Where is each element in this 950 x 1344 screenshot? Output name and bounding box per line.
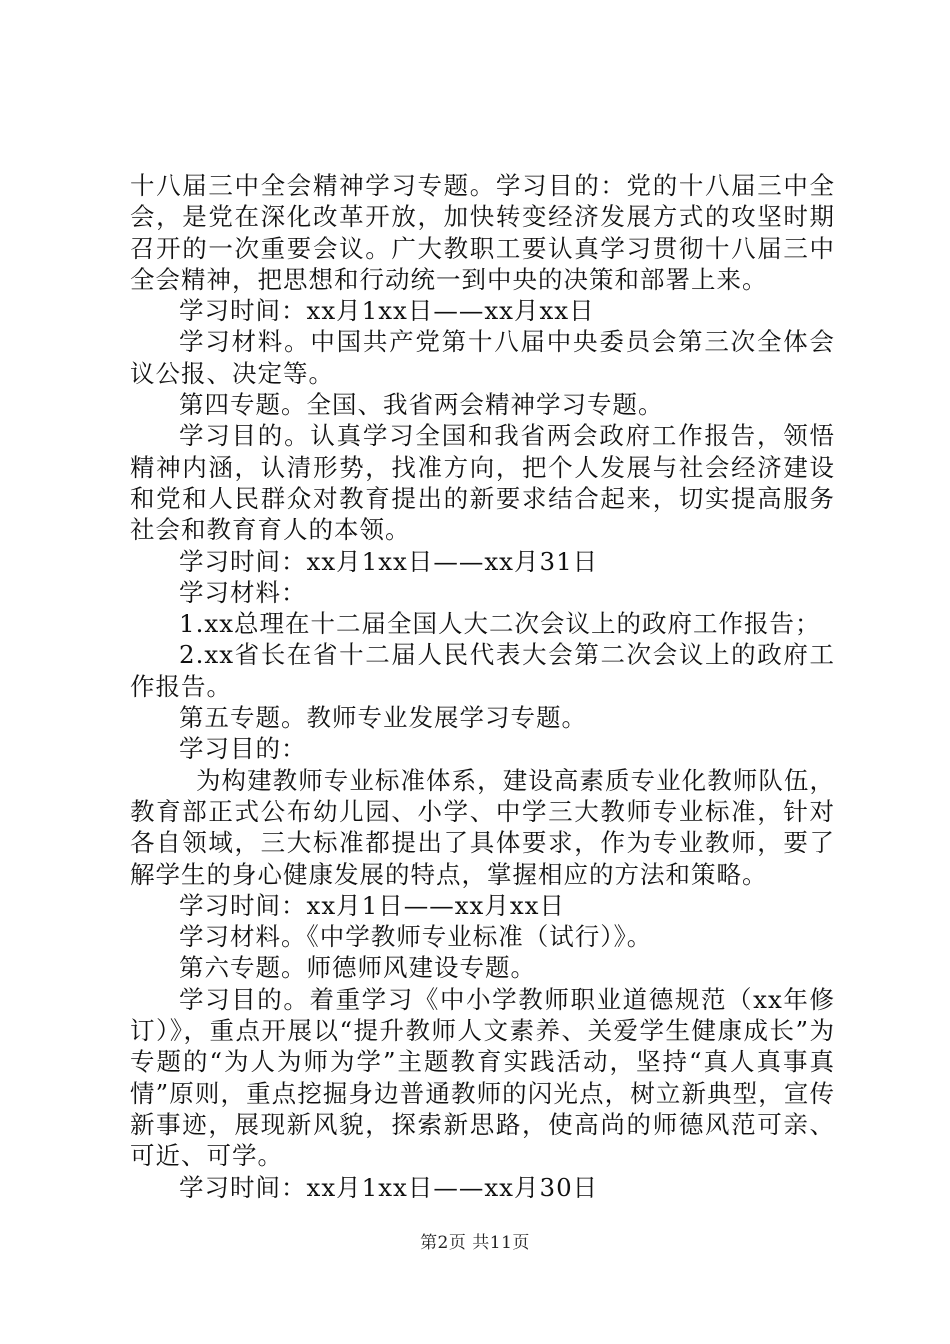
paragraph-14: 学习材料。《中学教师专业标准（试行）》。 xyxy=(179,922,653,952)
paragraph-6: 学习时间：xx月1xx日——xx月31日 xyxy=(179,546,599,576)
paragraph-8: 1.xx总理在十二届全国人大二次会议上的政府工作报告； xyxy=(179,609,821,639)
paragraph-7: 学习材料： xyxy=(179,577,307,607)
paragraph-12: 为构建教师专业标准体系，建设高素质专业化教师队伍，教育部正式公布幼儿园、小学、中学三大教师专业标准，针对各自领域，三大标准都提出了具体要求，作为专业教师，要了解学生的身心健康发展的特点，掌握相应的方法和策略。 xyxy=(130,765,835,889)
paragraph-15: 第六专题。师德师风建设专题。 xyxy=(179,953,536,983)
paragraph-5: 学习目的。认真学习全国和我省两会政府工作报告，领悟精神内涵，认清形势，找准方向，把个人发展与社会经济建设和党和人民群众对教育提出的新要求结合起来，切实提高服务社会和教育育人的本领。 xyxy=(130,421,835,545)
paragraph-11: 学习目的： xyxy=(179,734,307,764)
paragraph-3: 学习材料。中国共产党第十八届中央委员会第三次全体会议公报、决定等。 xyxy=(130,327,835,388)
paragraph-2: 学习时间：xx月1xx日——xx月xx日 xyxy=(179,296,595,326)
paragraph-1: 十八届三中全会精神学习专题。学习目的：党的十八届三中全会，是党在深化改革开放，加快转变经济发展方式的攻坚时期召开的一次重要会议。广大教职工要认真学习贯彻十八届三中全会精神，把思想和行动统一到中央的决策和部署上来。 xyxy=(130,171,835,294)
page-footer xyxy=(0,1228,950,1253)
paragraph-13: 学习时间：xx月1日——xx月xx日 xyxy=(179,890,565,920)
paragraph-9: 2.xx省长在省十二届人民代表大会第二次会议上的政府工作报告。 xyxy=(130,640,835,701)
paragraph-17: 学习时间：xx月1xx日——xx月30日 xyxy=(179,1172,599,1202)
paragraph-10: 第五专题。教师专业发展学习专题。 xyxy=(179,703,587,733)
paragraph-4: 第四专题。全国、我省两会精神学习专题。 xyxy=(179,390,664,420)
paragraph-16: 学习目的。着重学习《中小学教师职业道德规范（xx年修订）》，重点开展以“提升教师人文素养、关爱学生健康成长”为专题的“为人为师为学”主题教育实践活动，坚持“真人真事真情”原则，重点挖掘身边普通教师的闪光点，树立新典型，宣传新事迹，展现新风貌，探索新思路，使高尚的师德风范可亲、可近、可学。 xyxy=(130,984,835,1171)
page-number-label: 第2页 共11页 xyxy=(420,1233,530,1253)
document-body xyxy=(130,170,835,1203)
